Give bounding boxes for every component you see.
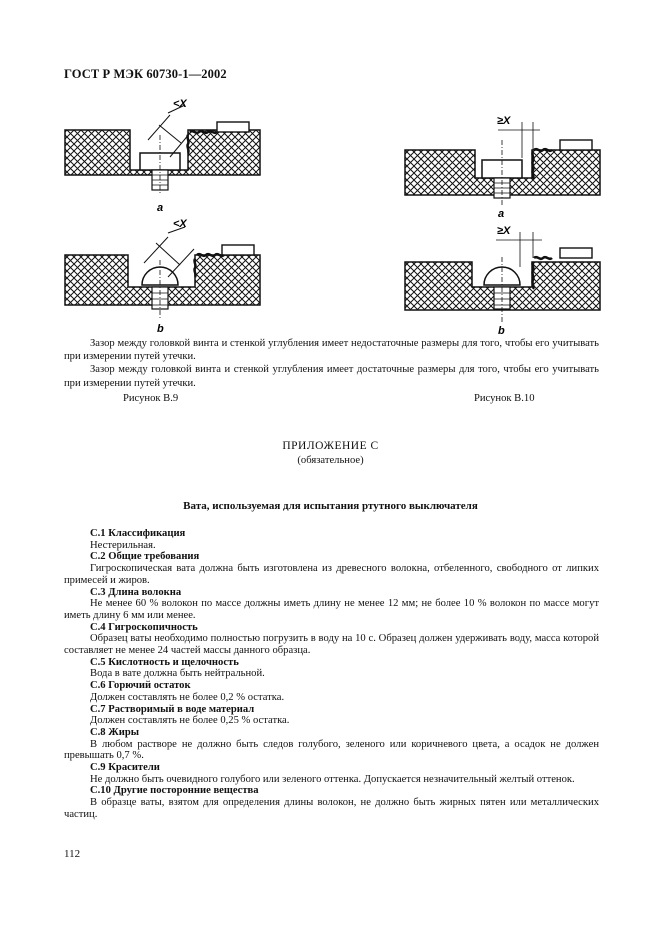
dimension-label: <X bbox=[173, 98, 187, 110]
figure-b10-caption: Рисунок В.10 bbox=[474, 393, 535, 404]
dimension-label: <X bbox=[173, 218, 187, 230]
figure-notes bbox=[64, 337, 599, 390]
page-number: 112 bbox=[64, 848, 81, 860]
figure-b9-a bbox=[60, 95, 265, 215]
section-c1 bbox=[64, 528, 599, 551]
section-title: С.3 Длина волокна bbox=[90, 586, 182, 598]
section-c9 bbox=[64, 762, 599, 785]
figure-b10-b bbox=[400, 222, 605, 337]
section-text: Вода в вате должна быть нейтральной. bbox=[90, 668, 265, 680]
section-title: С.1 Классификация bbox=[90, 528, 186, 539]
document-header: ГОСТ Р МЭК 60730-1—2002 bbox=[64, 67, 227, 81]
figure-b9-b bbox=[60, 215, 265, 335]
section-c2 bbox=[64, 551, 599, 586]
section-c5 bbox=[64, 657, 599, 680]
section-title: С.10 Другие посторонние вещества bbox=[90, 785, 259, 797]
appendix-body bbox=[64, 528, 599, 821]
appendix-status: (обязательное) bbox=[297, 455, 364, 466]
section-title: С.9 Красители bbox=[90, 762, 160, 774]
section-c10 bbox=[64, 785, 599, 820]
dimension-label: ≥X bbox=[497, 115, 511, 127]
figure-sublabel: b bbox=[157, 323, 164, 335]
appendix-heading: Вата, используемая для испытания ртутного выключателя bbox=[183, 500, 478, 512]
section-title: С.7 Растворимый в воде материал bbox=[90, 703, 255, 715]
section-c4 bbox=[64, 622, 599, 657]
note-b10: Зазор между головкой винта и стенкой углубления имеет достаточные размеры для того, чтобы его учитывать при измерении путей утечки. bbox=[64, 364, 599, 389]
dimension-label: ≥X bbox=[497, 225, 511, 237]
section-text: Образец ваты необходимо полностью погрузить в воду на 10 с. Образец должен удерживать воду, масса которой составляет не менее 24 частей массы данного образца. bbox=[64, 633, 599, 657]
section-c6 bbox=[64, 680, 599, 703]
section-c8 bbox=[64, 727, 599, 762]
section-text: Должен составлять не более 0,2 % остатка. bbox=[90, 691, 285, 703]
figure-sublabel: b bbox=[498, 325, 505, 337]
figure-b9-caption: Рисунок В.9 bbox=[123, 393, 179, 404]
figure-sublabel: a bbox=[157, 202, 164, 214]
section-title: С.6 Горючий остаток bbox=[90, 680, 191, 692]
figure-b10-a bbox=[400, 110, 605, 220]
section-text: В образце ваты, взятом для определения длины волокон, не должно быть жирных пятен или металлических частиц. bbox=[64, 797, 599, 820]
appendix-title: ПРИЛОЖЕНИЕ С bbox=[282, 440, 379, 452]
section-text: В любом растворе не должно быть следов голубого, зеленого или коричневого цвета, а осадок не должен превышать 0,7 %. bbox=[64, 738, 599, 762]
section-c3 bbox=[64, 587, 599, 622]
figure-sublabel: a bbox=[498, 208, 505, 220]
section-text: Не менее 60 % волокон по массе должны иметь длину не менее 12 мм; не более 10 % волокон по массе могут иметь длину 6 мм или менее. bbox=[64, 598, 599, 621]
section-text: Должен составлять не более 0,25 % остатка. bbox=[90, 715, 290, 727]
section-text: Нестерильная. bbox=[90, 539, 156, 551]
section-c7 bbox=[64, 704, 599, 727]
note-b9: Зазор между головкой винта и стенкой углубления имеет недостаточные размеры для того, чтобы его учитывать при измерении путей утечки. bbox=[64, 338, 599, 363]
section-title: С.2 Общие требования bbox=[90, 551, 200, 563]
section-title: С.5 Кислотность и щелочность bbox=[90, 656, 239, 668]
section-text: Гигроскопическая вата должна быть изготовлена из древесного волокна, отбеленного, свободного от липких примесей и жиров. bbox=[64, 563, 599, 586]
section-title: С.4 Гигроскопичность bbox=[90, 621, 198, 633]
section-title: С.8 Жиры bbox=[90, 726, 139, 738]
section-text: Не должно быть очевидного голубого или зеленого оттенка. Допускается незначительный желтый оттенок. bbox=[90, 773, 575, 785]
